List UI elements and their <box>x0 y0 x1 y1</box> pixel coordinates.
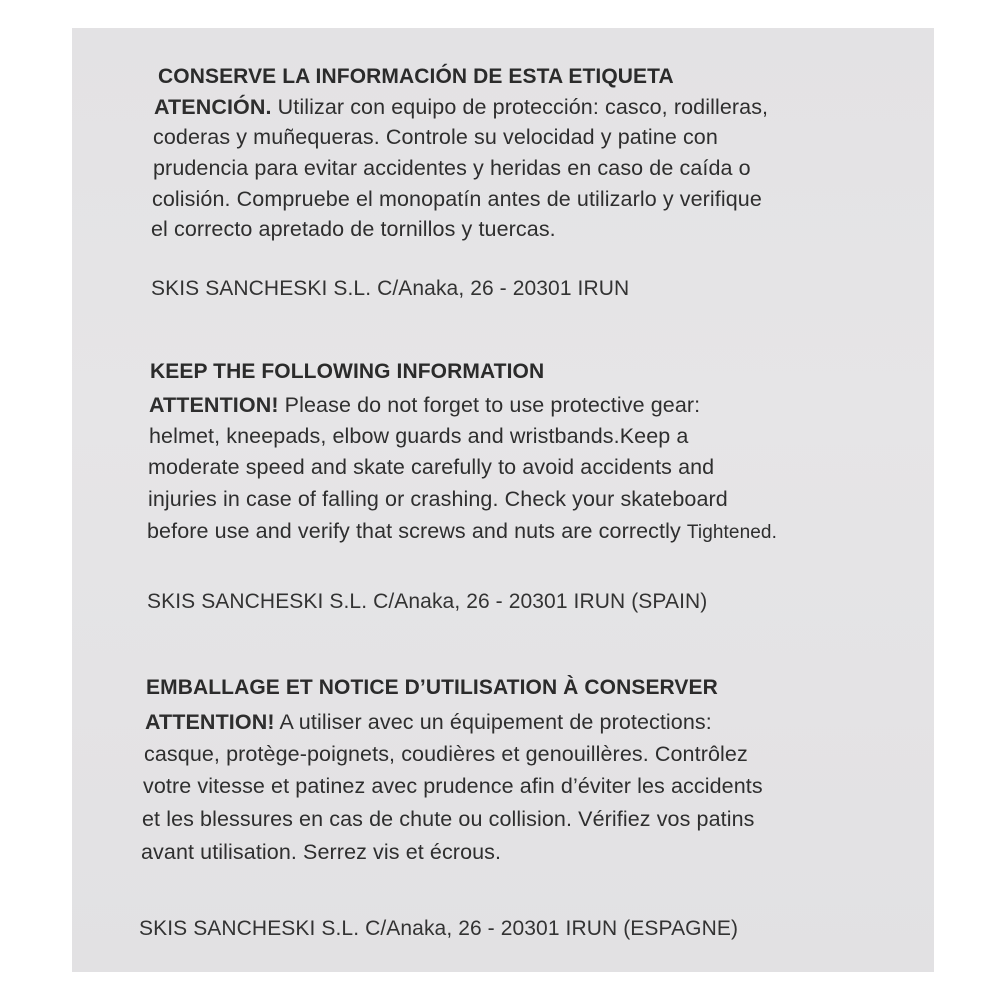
english-line-1 <box>149 390 700 420</box>
french-line-1-text: A utiliser avec un équipement de protections: <box>274 710 712 734</box>
english-line-1-text: Please do not forget to use protective gear: <box>278 393 701 417</box>
english-last-word: Tightened. <box>686 522 777 543</box>
spanish-line-5: el correcto apretado de tornillos y tuercas. <box>151 217 556 241</box>
french-line-2: casque, protège-poignets, coudières et genouillères. Contrôlez <box>144 742 748 766</box>
spanish-line-3: prudencia para evitar accidentes y heridas en caso de caída o <box>153 156 751 180</box>
english-line-5 <box>147 516 777 548</box>
spanish-heading: CONSERVE LA INFORMACIÓN DE ESTA ETIQUETA <box>158 65 674 88</box>
french-lead: ATTENTION! <box>145 710 275 734</box>
spanish-line-1-text: Utilizar con equipo de protección: casco, rodilleras, <box>271 95 769 119</box>
english-address: SKIS SANCHESKI S.L. C/Anaka, 26 - 20301 IRUN (SPAIN) <box>147 590 708 613</box>
english-line-5-text: before use and verify that screws and nuts are correctly <box>147 519 687 543</box>
french-address: SKIS SANCHESKI S.L. C/Anaka, 26 - 20301 IRUN (ESPAGNE) <box>139 917 739 940</box>
french-heading: EMBALLAGE ET NOTICE D’UTILISATION À CONSERVER <box>146 676 718 699</box>
french-line-5: avant utilisation. Serrez vis et écrous. <box>141 840 502 864</box>
spanish-lead: ATENCIÓN. <box>154 95 272 119</box>
spanish-address: SKIS SANCHESKI S.L. C/Anaka, 26 - 20301 IRUN <box>151 277 630 300</box>
french-line-3: votre vitesse et patinez avec prudence afin d’éviter les accidents <box>143 774 763 798</box>
spanish-line-2: coderas y muñequeras. Controle su velocidad y patine con <box>153 125 718 149</box>
french-line-1 <box>145 707 712 737</box>
french-line-4: et les blessures en cas de chute ou collision. Vérifiez vos patins <box>142 807 755 831</box>
english-line-4: injuries in case of falling or crashing. Check your skateboard <box>148 487 728 511</box>
spanish-line-4: colisión. Compruebe el monopatín antes de utilizarlo y verifique <box>152 187 762 211</box>
english-lead: ATTENTION! <box>149 393 279 417</box>
english-line-3: moderate speed and skate carefully to avoid accidents and <box>148 455 715 479</box>
english-heading: KEEP THE FOLLOWING INFORMATION <box>150 360 545 383</box>
spanish-line-1 <box>154 92 768 122</box>
instruction-label <box>72 28 934 972</box>
english-line-2: helmet, kneepads, elbow guards and wristbands.Keep a <box>149 424 689 448</box>
